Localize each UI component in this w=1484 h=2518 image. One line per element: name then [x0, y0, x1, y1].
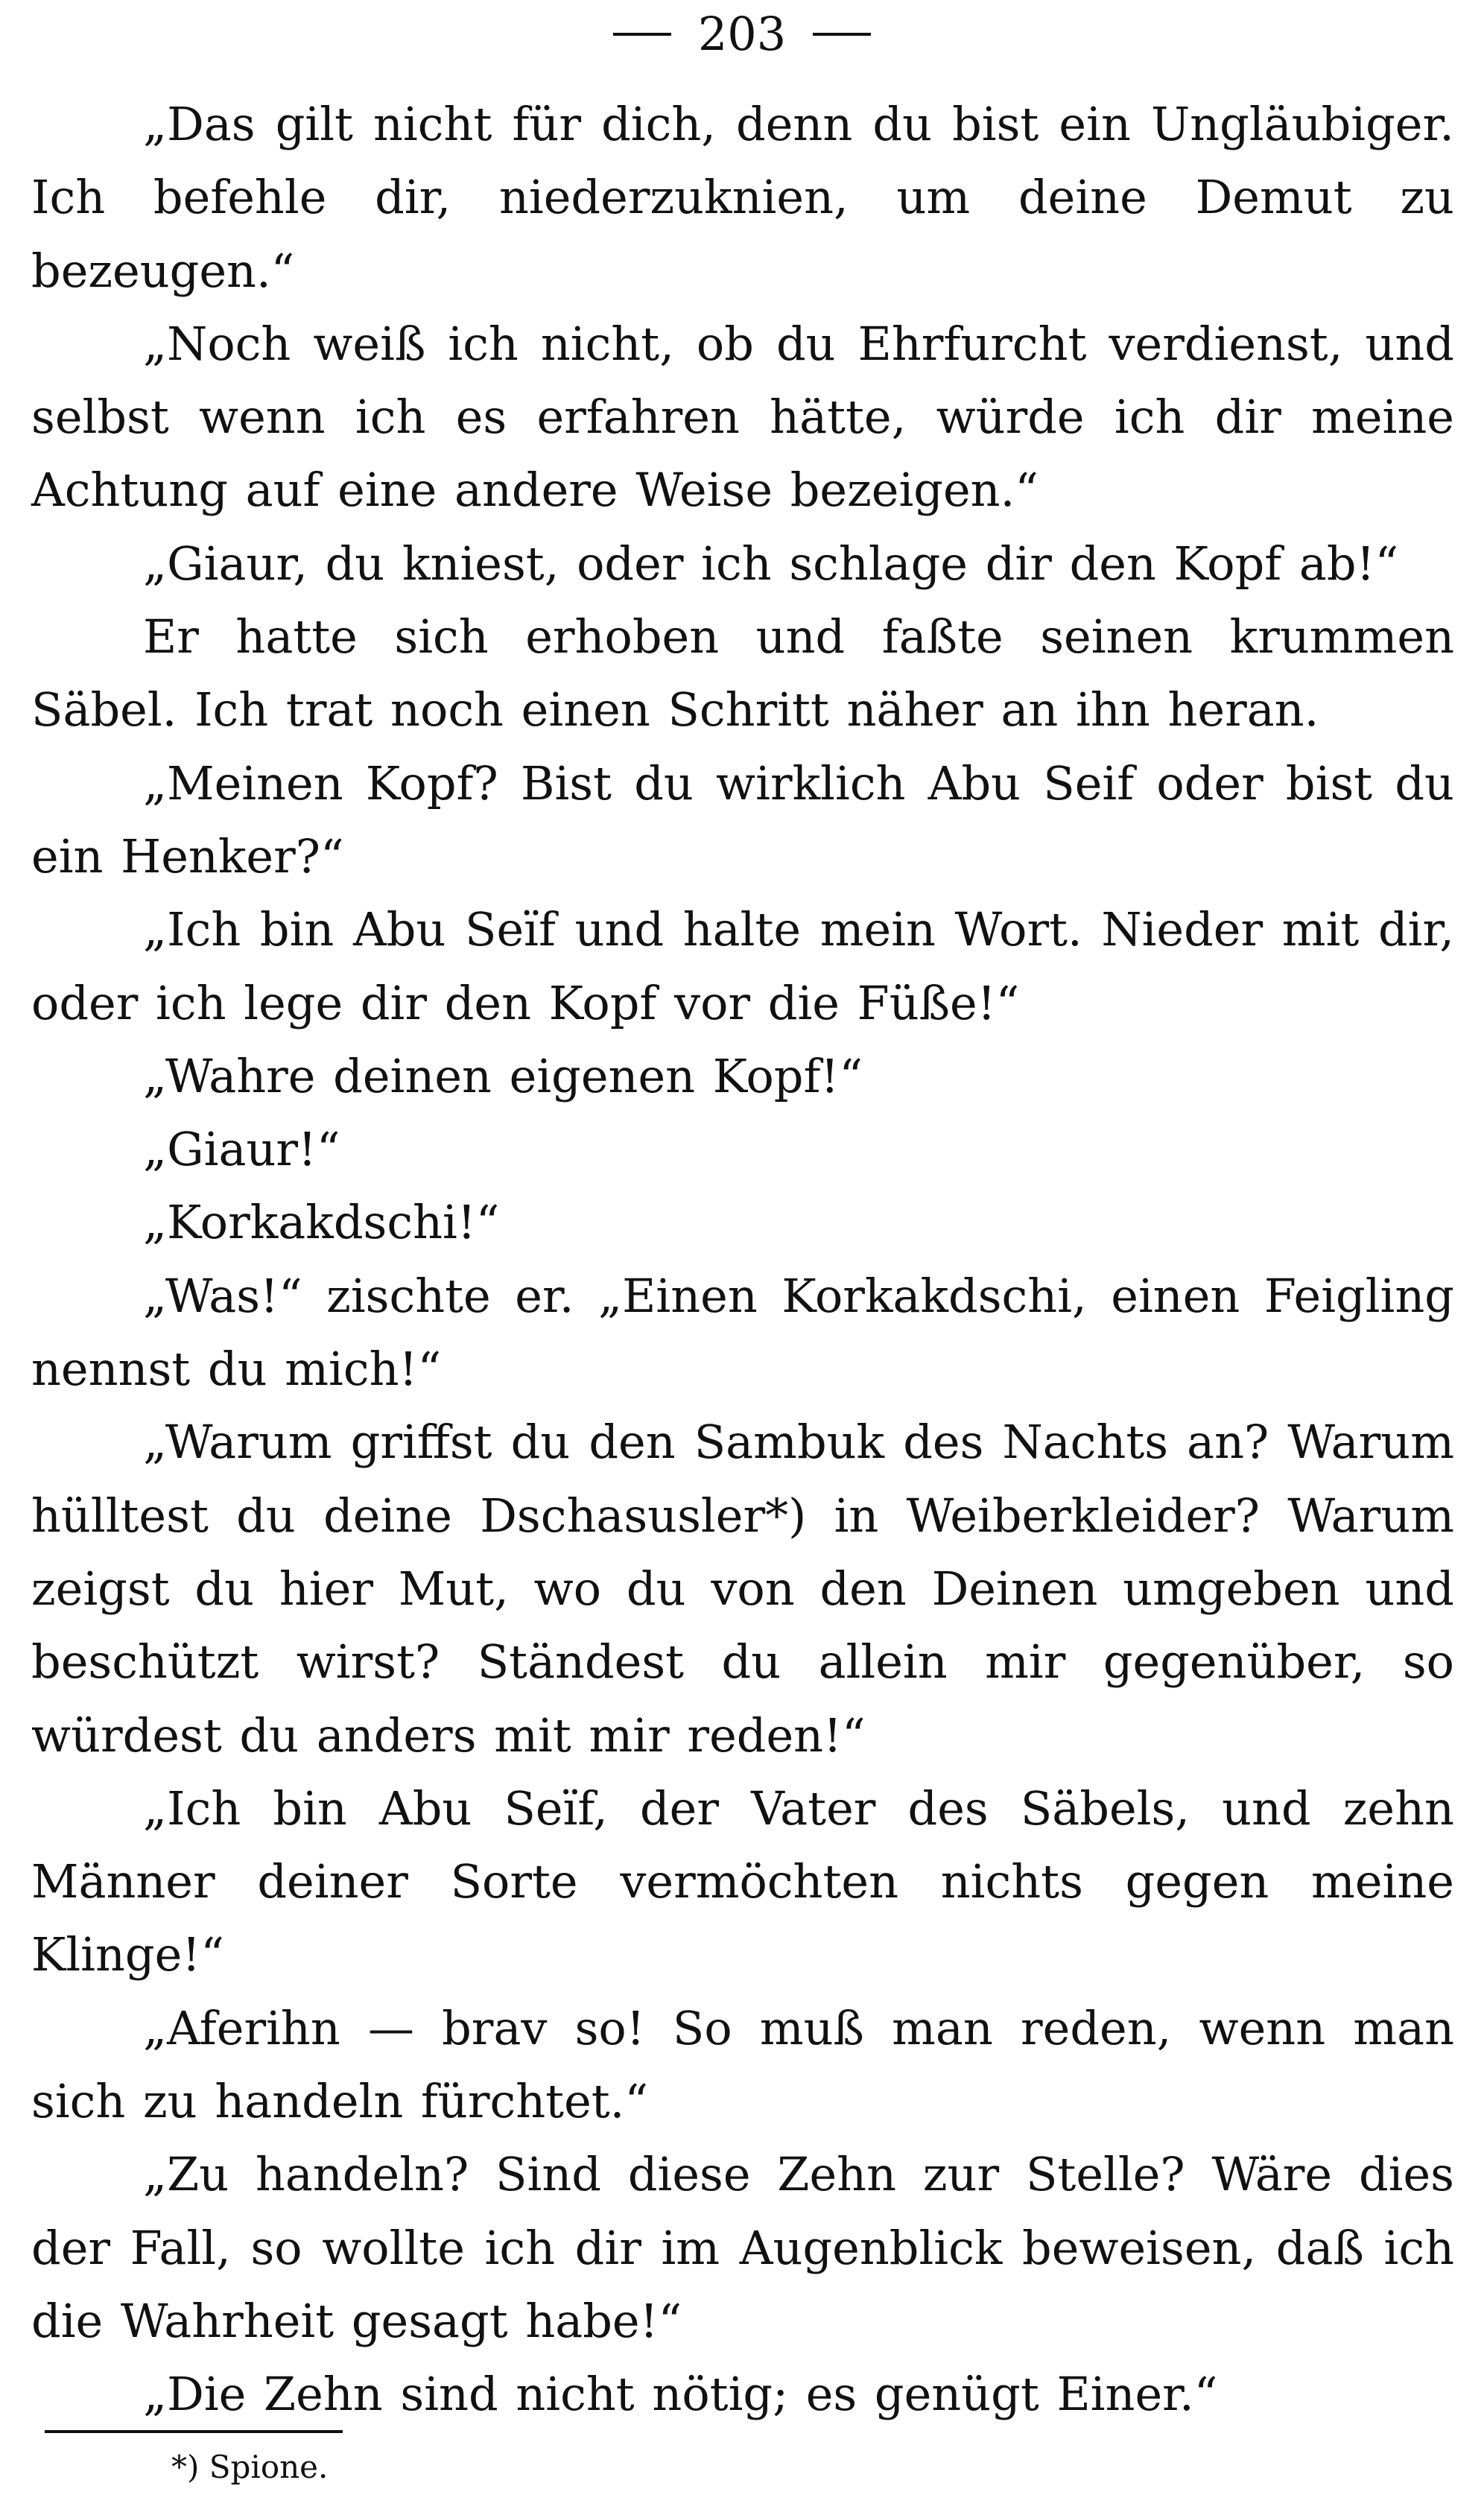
paragraph-12: „Ich bin Abu Seïf, der Vater des Säbels, und zehn Männer deiner Sorte vermöchten nichts gegen meine Klinge!“ — [31, 1780, 1454, 1982]
paragraph-13: „Aferihn — brav so! So muß man reden, wenn man sich zu handeln fürchtet.“ — [31, 2000, 1454, 2129]
footnote-rule — [45, 2430, 343, 2433]
paragraph-9: „Korkakdschi!“ — [143, 1195, 500, 1250]
header-dash-right — [813, 33, 871, 36]
paragraph-15: „Die Zehn sind nicht nötig; es genügt Einer.“ — [143, 2367, 1218, 2422]
paragraph-11: „Warum griffst du den Sambuk des Nachts an? Warum hülltest du deine Dschasusler*) in Weiberkleider? Warum zeigst du hier Mut, wo du von den Deinen umgeben und beschützt wirst? Ständest du allein mir gegenüber, so würdest du anders mit mir reden!“ — [31, 1415, 1454, 1763]
paragraph-2: „Noch weiß ich nicht, ob du Ehrfurcht verdienst, und selbst wenn ich es erfahren hätte, würde ich dir meine Achtung auf eine andere Weise bezeigen.“ — [31, 316, 1454, 518]
page-header — [0, 4, 1484, 64]
paragraph-3: „Giaur, du kniest, oder ich schlage dir den Kopf ab!“ — [143, 536, 1399, 591]
body-text — [31, 88, 1454, 2432]
paragraph-5: „Meinen Kopf? Bist du wirklich Abu Seif oder bist du ein Henker?“ — [31, 755, 1454, 884]
paragraph-4: Er hatte sich erhoben und faßte seinen krummen Säbel. Ich trat noch einen Schritt näher an ihn heran. — [31, 609, 1454, 738]
paragraph-7: „Wahre deinen eigenen Kopf!“ — [143, 1048, 863, 1103]
paragraph-6: „Ich bin Abu Seïf und halte mein Wort. Nieder mit dir, oder ich lege dir den Kopf vor die Füße!“ — [31, 902, 1454, 1030]
paragraph-10: „Was!“ zischte er. „Einen Korkakdschi, einen Feigling nennst du mich!“ — [31, 1268, 1454, 1397]
paragraph-1: „Das gilt nicht für dich, denn du bist ein Ungläubiger. Ich befehle dir, niederzuknien, um deine Demut zu bezeugen.“ — [31, 97, 1454, 298]
paragraph-8: „Giaur!“ — [143, 1122, 340, 1177]
page-number: 203 — [697, 7, 787, 61]
header-dash-left — [613, 33, 671, 36]
paragraph-14: „Zu handeln? Sind diese Zehn zur Stelle? Wäre dies der Fall, so wollte ich dir im Augenblick beweisen, daß ich die Wahrheit gesagt habe!“ — [31, 2147, 1454, 2348]
footnote: *) Spione. — [171, 2449, 329, 2485]
